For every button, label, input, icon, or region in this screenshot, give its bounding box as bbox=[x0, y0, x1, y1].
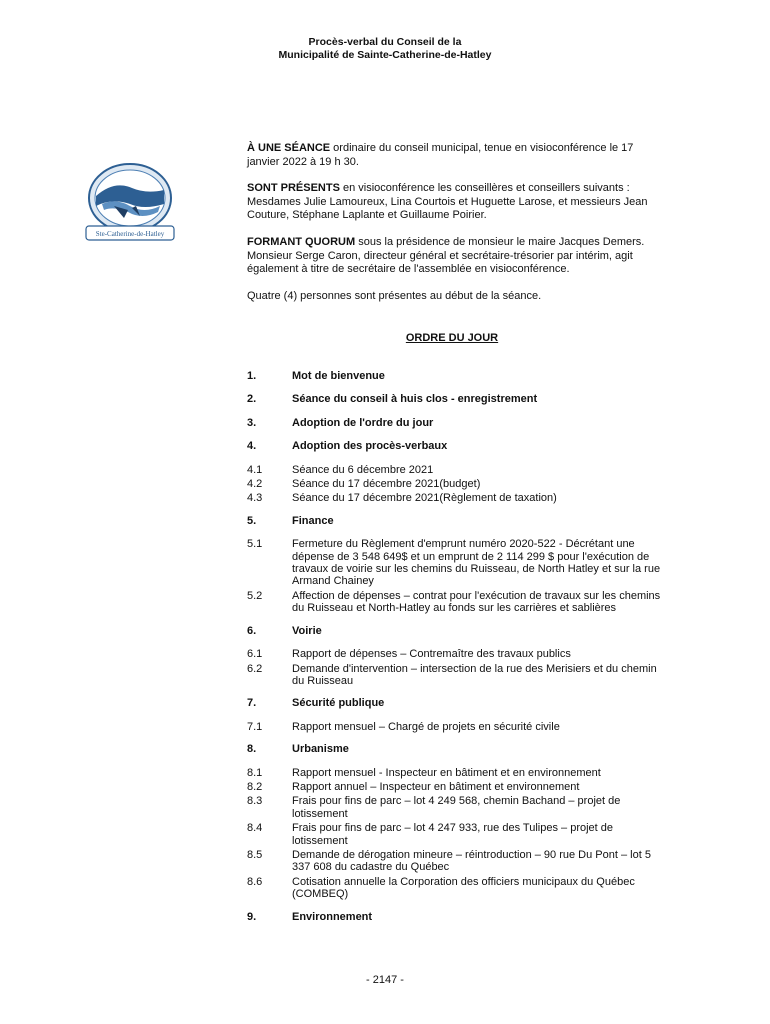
agenda-subitem: 6.1 Rapport de dépenses – Contremaître des travaux publics bbox=[247, 648, 571, 661]
intro-paragraph-session: À UNE SÉANCE ordinaire du conseil municipal, tenue en visioconférence le 17 janvier 2022 à 19 h 30. bbox=[247, 142, 634, 168]
agenda-subitem: 5.2 Affection de dépenses – contrat pour l'exécution de travaux sur les chemins du Ruisseau et North-Hatley au fonds sur les carrières et sablières bbox=[247, 589, 661, 615]
agenda-subitem: 4.1 Séance du 6 décembre 2021 bbox=[247, 463, 434, 476]
document-header bbox=[0, 36, 770, 62]
agenda-subitem: 4.3 Séance du 17 décembre 2021(Règlement de taxation) bbox=[247, 492, 557, 505]
agenda-section: 1. Mot de bienvenue bbox=[247, 370, 385, 382]
page-number: - 2147 - bbox=[366, 974, 404, 986]
agenda-section: 8. Urbanisme bbox=[247, 743, 349, 756]
intro-paragraph-quorum: FORMANT QUORUM sous la présidence de monsieur le maire Jacques Demers. Monsieur Serge Caron, directeur général et secrétaire-trésorier par intérim, agit également à titre de secrétaire de l'assemblée en visioconférence. bbox=[247, 235, 645, 276]
agenda-section: 5. Finance bbox=[247, 514, 334, 527]
agenda-subitem: 8.1 Rapport mensuel - Inspecteur en bâtiment et en environnement bbox=[247, 766, 601, 779]
agenda-title: ORDRE DU JOUR bbox=[405, 332, 499, 344]
logo-caption: Ste-Catherine-de-Hatley bbox=[95, 230, 165, 238]
agenda-section: 7. Sécurité publique bbox=[247, 697, 385, 710]
agenda-section: 2. Séance du conseil à huis clos - enregistrement bbox=[247, 393, 538, 406]
agenda-subitem: 8.4 Frais pour fins de parc – lot 4 247 933, rue des Tulipes – projet de lotissement bbox=[247, 822, 614, 847]
agenda-subitem: 8.2 Rapport annuel – Inspecteur en bâtiment et environnement bbox=[247, 780, 580, 793]
agenda-section: 4. Adoption des procès-verbaux bbox=[247, 440, 448, 453]
agenda-subitem: 4.2 Séance du 17 décembre 2021(budget) bbox=[247, 478, 481, 491]
intro-paragraph-attendance: Quatre (4) personnes sont présentes au début de la séance. bbox=[247, 289, 542, 302]
agenda-subgroup bbox=[247, 464, 667, 505]
agenda-subitem: 8.5 Demande de dérogation mineure – réintroduction – 90 rue Du Pont – lot 5 337 608 du cadastre du Québec bbox=[247, 848, 651, 874]
agenda-subgroup bbox=[247, 648, 667, 687]
agenda-subitem: 8.3 Frais pour fins de parc – lot 4 249 568, chemin Bachand – projet de lotissement bbox=[247, 795, 621, 820]
agenda-subitem: 7.1 Rapport mensuel – Chargé de projets en sécurité civile bbox=[247, 720, 560, 733]
intro-paragraph-present: SONT PRÉSENTS en visioconférence les conseillères et conseillers suivants : Mesdames Julie Lamoureux, Lina Courtois et Huguette Larose, et messieurs Jean Couture, Stéphane Laplante et Guillaume Poirier. bbox=[247, 182, 648, 222]
agenda-list bbox=[247, 370, 667, 934]
meeting-intro bbox=[247, 142, 667, 316]
agenda-subitem: 6.2 Demande d'intervention – intersection de la rue des Merisiers et du chemin du Ruisseau bbox=[247, 662, 657, 687]
agenda-subgroup bbox=[247, 767, 667, 901]
agenda-subgroup bbox=[247, 538, 667, 614]
agenda-section: 9. Environnement bbox=[247, 910, 373, 923]
header-line-1: Procès-verbal du Conseil de la bbox=[308, 36, 462, 48]
header-line-2: Municipalité de Sainte-Catherine-de-Hatley bbox=[278, 49, 492, 61]
agenda-subitem: 5.1 Fermeture du Règlement d'emprunt numéro 2020-522 - Décrétant une dépense de 3 548 649$ et un emprunt de 2 114 299 $ pour l'exécution de travaux de voirie sur les chemins du Ruisseau, de North Hatley et sur la rue Armand Chainey bbox=[247, 538, 661, 588]
agenda-section: 3. Adoption de l'ordre du jour bbox=[247, 416, 434, 429]
agenda-subgroup bbox=[247, 721, 667, 733]
municipality-logo bbox=[84, 160, 176, 246]
agenda-section: 6. Voirie bbox=[247, 624, 322, 637]
agenda-subitem: 8.6 Cotisation annuelle la Corporation des officiers municipaux du Québec (COMBEQ) bbox=[247, 875, 635, 901]
